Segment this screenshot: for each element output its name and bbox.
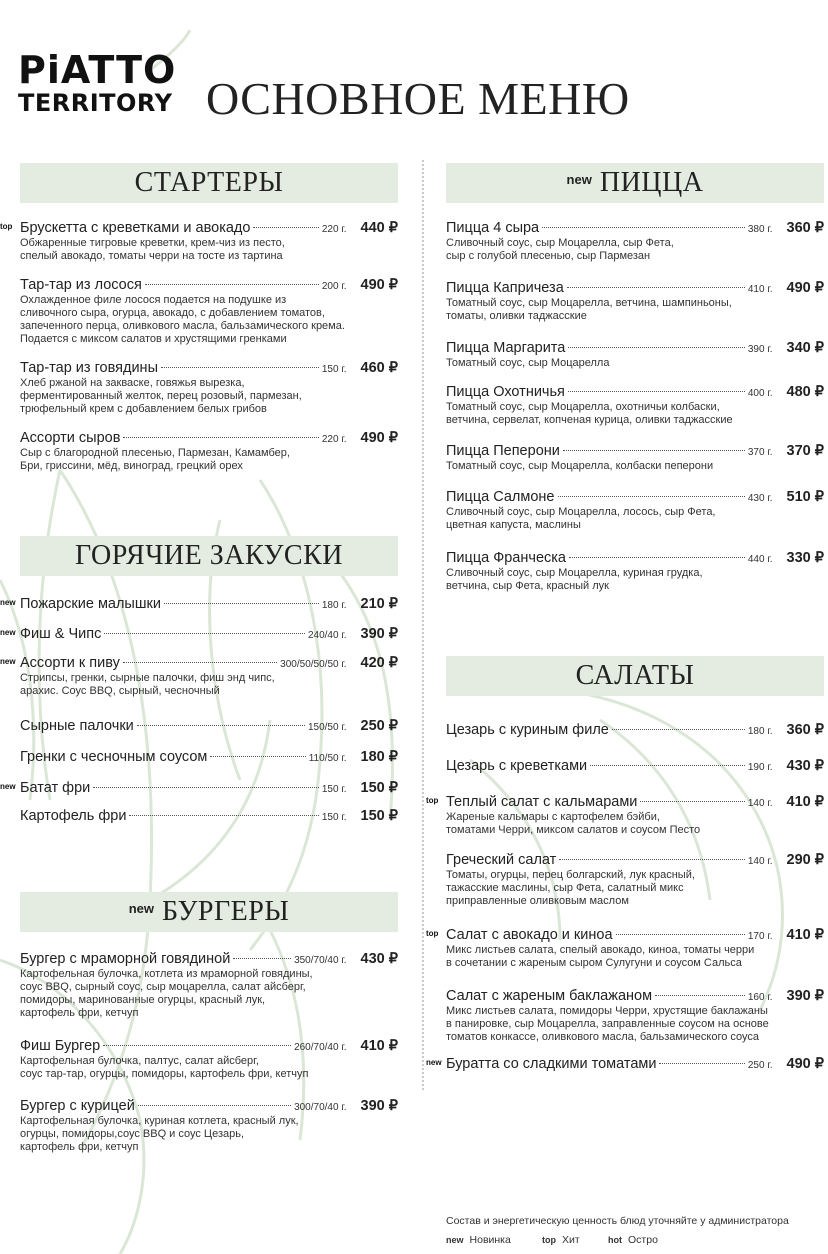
item-price: 430 ₽	[360, 951, 398, 967]
dot-leader	[233, 958, 291, 959]
dot-leader	[612, 729, 745, 730]
dot-leader	[616, 934, 745, 935]
item-name: Картофель фри	[20, 808, 127, 824]
item-name: Пицца Салмоне	[446, 489, 555, 505]
dot-leader	[569, 557, 745, 558]
legend-key: hot	[608, 1235, 622, 1245]
menu-item-pizza	[446, 443, 824, 473]
item-description-line: Картофельная булочка, куриная котлета, красный лук,	[20, 1115, 299, 1127]
item-description-line: соус тар-тар, огурцы, помидоры, картофель фри, кетчуп	[20, 1068, 309, 1080]
item-tag-badge: top	[0, 222, 13, 231]
footer-note: Состав и энергетическую ценность блюд уточняйте у администратора	[446, 1215, 789, 1227]
item-row	[20, 951, 398, 968]
dot-leader	[559, 859, 745, 860]
item-weight: 220 г.	[321, 434, 347, 445]
dot-leader	[164, 603, 319, 604]
item-tag-badge: top	[426, 929, 439, 938]
item-description-line: соус BBQ, сырный соус, сыр моцарелла, салат айсберг,	[20, 981, 306, 993]
menu-item-pizza	[446, 220, 824, 263]
item-row	[20, 655, 398, 672]
item-weight: 430 г.	[747, 493, 773, 504]
item-row	[20, 780, 398, 797]
item-price: 360 ₽	[786, 722, 824, 738]
item-name: Пицца Капричеза	[446, 280, 564, 296]
menu-item-salads	[426, 1056, 824, 1073]
item-name: Гренки с чесночным соусом	[20, 749, 208, 765]
item-row	[446, 220, 824, 237]
item-description-line: Томатный соус, сыр Моцарелла, колбаски пеперони	[446, 460, 714, 472]
item-name: Фиш & Чипс	[20, 626, 102, 642]
item-description-line: Стрипсы, гренки, сырные палочки, фиш энд чипс,	[20, 672, 275, 684]
item-name: Салат с жареным баклажаном	[446, 988, 653, 1004]
brand-logo	[18, 48, 177, 140]
item-price: 490 ₽	[360, 430, 398, 446]
dot-leader	[568, 391, 745, 392]
section-title-burgers: БУРГЕРЫ	[162, 896, 290, 927]
item-name: Бургер с курицей	[20, 1098, 135, 1114]
item-weight: 180 г.	[321, 600, 347, 611]
item-weight: 260/70/40 г.	[294, 1042, 347, 1053]
item-description-line: Сливочный соус, сыр Моцарелла, куриная грудка,	[446, 567, 703, 579]
item-tag-badge: new	[426, 1058, 442, 1067]
item-price: 460 ₽	[360, 360, 398, 376]
item-description-line: Сыр с благородной плесенью, Пармезан, Камамбер,	[20, 447, 290, 459]
legend-key: top	[542, 1235, 556, 1245]
legend-new	[446, 1234, 511, 1246]
item-tag-badge: new	[0, 628, 16, 637]
item-description-line: запеченного перца, оливкового масла, бальзамического крема.	[20, 320, 345, 332]
item-row	[446, 758, 824, 775]
item-description-line: Картофельная булочка, палтус, салат айсберг,	[20, 1055, 259, 1067]
item-row	[20, 220, 398, 237]
dot-leader	[253, 227, 318, 228]
dot-leader	[568, 347, 745, 348]
item-price: 510 ₽	[786, 489, 824, 505]
item-weight: 370 г.	[747, 447, 773, 458]
item-row	[20, 749, 398, 766]
menu-item-salads	[426, 794, 824, 837]
dot-leader	[103, 1045, 291, 1046]
section-header-burgers	[20, 892, 398, 932]
dot-leader	[145, 284, 319, 285]
item-row	[20, 808, 398, 825]
item-description-line: Охлажденное филе лосося подается на подушке из	[20, 294, 287, 306]
legend-key: new	[446, 1235, 464, 1245]
item-row	[446, 722, 824, 739]
item-price: 410 ₽	[360, 1038, 398, 1054]
item-weight: 170 г.	[747, 931, 773, 942]
item-row	[446, 988, 824, 1005]
item-weight: 140 г.	[747, 856, 773, 867]
item-row	[20, 1098, 398, 1115]
dot-leader	[558, 496, 745, 497]
item-weight: 150 г.	[321, 812, 347, 823]
item-name: Буратта со сладкими томатами	[446, 1056, 657, 1072]
item-description-line: Сливочный соус, сыр Моцарелла, лосось, сыр Фета,	[446, 506, 716, 518]
section-header-pizza	[446, 163, 824, 203]
item-name: Пицца Франческа	[446, 550, 566, 566]
dot-leader	[138, 1105, 291, 1106]
item-name: Цезарь с креветками	[446, 758, 588, 774]
dot-leader	[590, 765, 745, 766]
item-weight: 150 г.	[321, 364, 347, 375]
item-price: 430 ₽	[786, 758, 824, 774]
dot-leader	[137, 725, 305, 726]
item-weight: 400 г.	[747, 388, 773, 399]
dot-leader	[563, 450, 745, 451]
item-weight: 150 г.	[321, 784, 347, 795]
menu-item-starters	[0, 220, 398, 263]
item-description-line: Микс листьев салата, помидоры Черри, хрустящие баклажаны	[446, 1005, 768, 1017]
item-row	[446, 852, 824, 869]
item-name: Пицца Охотничья	[446, 384, 565, 400]
menu-item-hot	[0, 655, 398, 698]
item-description-line: в сочетании с жареным сыром Сулугуни и соусом Сальса	[446, 957, 742, 969]
item-name: Пицца Маргарита	[446, 340, 566, 356]
menu-item-salads	[446, 988, 824, 1044]
item-row	[446, 1056, 824, 1073]
item-price: 490 ₽	[786, 1056, 824, 1072]
item-name: Теплый салат с кальмарами	[446, 794, 638, 810]
item-price: 410 ₽	[786, 927, 824, 943]
legend-top	[542, 1234, 580, 1246]
item-description-line: томатами Черри, миксом салатов и соусом Песто	[446, 824, 701, 836]
dot-leader	[161, 367, 319, 368]
item-price: 490 ₽	[360, 277, 398, 293]
item-weight: 250 г.	[747, 1060, 773, 1071]
menu-item-starters	[20, 277, 398, 346]
item-description-line: Хлеб ржаной на закваске, говяжья вырезка,	[20, 377, 245, 389]
menu-item-hot	[0, 596, 398, 613]
item-description-line: томаты, оливки таджасские	[446, 310, 587, 322]
item-price: 480 ₽	[786, 384, 824, 400]
section-header-starters	[20, 163, 398, 203]
dot-leader	[93, 787, 319, 788]
menu-item-hot	[20, 749, 398, 766]
item-description-line: ветчина, сервелат, копченая курица, оливки таджасские	[446, 414, 733, 426]
item-name: Бургер с мраморной говядиной	[20, 951, 231, 967]
item-description-line: приправленные оливковым маслом	[446, 895, 629, 907]
menu-item-hot	[20, 718, 398, 735]
item-description-line: ферментированный желток, перец розовый, пармезан,	[20, 390, 302, 402]
item-price: 440 ₽	[360, 220, 398, 236]
item-price: 390 ₽	[360, 626, 398, 642]
item-price: 370 ₽	[786, 443, 824, 459]
item-description-line: ветчина, сыр Фета, красный лук	[446, 580, 609, 592]
item-description-line: сыр с голубой плесенью, сыр Пармезан	[446, 250, 651, 262]
item-weight: 410 г.	[747, 284, 773, 295]
item-name: Фиш Бургер	[20, 1038, 101, 1054]
dot-leader	[567, 287, 745, 288]
section-header-salads	[446, 656, 824, 696]
legend-hot	[608, 1234, 658, 1246]
section-title-starters: СТАРТЕРЫ	[134, 167, 284, 198]
item-weight: 180 г.	[747, 726, 773, 737]
item-weight: 140 г.	[747, 798, 773, 809]
item-description-line: цветная капуста, маслины	[446, 519, 581, 531]
section-new-badge: new	[128, 900, 154, 916]
menu-item-salads	[446, 758, 824, 775]
legend-label: Новинка	[469, 1234, 511, 1246]
item-description-line: в панировке, сыр Моцарелла, заправленные соусом на основе	[446, 1018, 769, 1030]
item-row	[446, 280, 824, 297]
item-weight: 150/50 г.	[307, 722, 347, 733]
item-description-line: Бри, гриссини, мёд, виноград, грецкий орех	[20, 460, 243, 472]
item-description-line: тажасские маслины, сыр Фета, салатный микс	[446, 882, 684, 894]
brand-logo-line2: TERRITORY	[18, 89, 173, 117]
item-weight: 220 г.	[321, 224, 347, 235]
item-row	[20, 626, 398, 643]
item-row	[20, 430, 398, 447]
menu-item-burgers	[20, 1098, 398, 1154]
item-name: Батат фри	[20, 780, 91, 796]
section-header-hot	[20, 536, 398, 576]
dot-leader	[123, 437, 318, 438]
menu-item-hot	[0, 780, 398, 797]
item-name: Тар-тар из говядины	[20, 360, 158, 376]
item-description-line: Сливочный соус, сыр Моцарелла, сыр Фета,	[446, 237, 674, 249]
item-description-line: помидоры, маринованные огурцы, красный лук,	[20, 994, 266, 1006]
item-tag-badge: new	[0, 598, 16, 607]
legend-label: Хит	[562, 1234, 580, 1246]
item-price: 410 ₽	[786, 794, 824, 810]
item-description-line: Обжаренные тигровые креветки, крем-чиз из песто,	[20, 237, 285, 249]
menu-item-salads	[426, 927, 824, 970]
item-price: 340 ₽	[786, 340, 824, 356]
item-price: 290 ₽	[786, 852, 824, 868]
menu-item-pizza	[446, 280, 824, 323]
item-weight: 190 г.	[747, 762, 773, 773]
item-weight: 350/70/40 г.	[294, 955, 347, 966]
item-row	[446, 550, 824, 567]
item-description-line: Подается с миксом салатов и хрустящими гренками	[20, 333, 287, 345]
item-weight: 240/40 г.	[307, 630, 347, 641]
menu-item-starters	[20, 430, 398, 473]
item-price: 360 ₽	[786, 220, 824, 236]
item-name: Греческий салат	[446, 852, 557, 868]
item-weight: 440 г.	[747, 554, 773, 565]
brand-logo-line1: PiATTO	[18, 48, 177, 92]
menu-item-pizza	[446, 384, 824, 427]
section-title-pizza: ПИЦЦА	[599, 167, 704, 198]
menu-item-salads	[446, 852, 824, 908]
item-price: 390 ₽	[360, 1098, 398, 1114]
item-price: 420 ₽	[360, 655, 398, 671]
item-price: 180 ₽	[360, 749, 398, 765]
item-price: 150 ₽	[360, 808, 398, 824]
item-row	[446, 489, 824, 506]
menu-item-burgers	[20, 1038, 398, 1081]
item-row	[446, 794, 824, 811]
menu-item-hot	[20, 808, 398, 825]
dot-leader	[655, 995, 745, 996]
item-weight: 380 г.	[747, 224, 773, 235]
item-tag-badge: top	[426, 796, 439, 805]
item-price: 210 ₽	[360, 596, 398, 612]
menu-item-salads	[446, 722, 824, 739]
item-row	[20, 277, 398, 294]
item-price: 330 ₽	[786, 550, 824, 566]
item-name: Ассорти сыров	[20, 430, 121, 446]
item-weight: 300/70/40 г.	[294, 1102, 347, 1113]
page-title: ОСНОВНОЕ МЕНЮ	[206, 73, 630, 124]
dot-leader	[210, 756, 305, 757]
item-description-line: спелый авокадо, томаты черри на тосте из тартина	[20, 250, 283, 262]
menu-item-hot	[0, 626, 398, 643]
item-description-line: Томатный соус, сыр Моцарелла, охотничьи колбаски,	[446, 401, 720, 413]
section-title-salads: САЛАТЫ	[575, 660, 695, 691]
item-tag-badge: new	[0, 657, 16, 666]
item-row	[446, 443, 824, 460]
item-description-line: Томаты, огурцы, перец болгарский, лук красный,	[446, 869, 695, 881]
item-row	[446, 340, 824, 357]
dot-leader	[640, 801, 744, 802]
item-price: 150 ₽	[360, 780, 398, 796]
item-row	[446, 384, 824, 401]
dot-leader	[104, 633, 305, 634]
item-weight: 390 г.	[747, 344, 773, 355]
item-name: Ассорти к пиву	[20, 655, 120, 671]
item-weight: 300/50/50/50 г.	[280, 659, 347, 670]
menu-item-pizza	[446, 489, 824, 532]
item-name: Сырные палочки	[20, 718, 134, 734]
dot-leader	[123, 662, 277, 663]
section-new-badge: new	[566, 171, 592, 187]
legend-label: Остро	[628, 1234, 658, 1246]
item-row	[20, 1038, 398, 1055]
dot-leader	[129, 815, 318, 816]
item-row	[20, 360, 398, 377]
item-price: 490 ₽	[786, 280, 824, 296]
menu-item-pizza	[446, 340, 824, 370]
menu-item-burgers	[20, 951, 398, 1020]
column-divider	[422, 160, 424, 1090]
item-description-line: картофель фри, кетчуп	[20, 1141, 139, 1153]
item-description-line: Микс листьев салата, спелый авокадо, киноа, томаты черри	[446, 944, 755, 956]
dot-leader	[659, 1063, 744, 1064]
item-price: 250 ₽	[360, 718, 398, 734]
menu-item-starters	[20, 360, 398, 416]
item-description-line: картофель фри, кетчуп	[20, 1007, 139, 1019]
item-weight: 160 г.	[747, 992, 773, 1003]
item-description-line: Жареные кальмары с картофелем бэйби,	[446, 811, 660, 823]
item-name: Брускетта с креветками и авокадо	[20, 220, 251, 236]
menu-item-pizza	[446, 550, 824, 593]
item-description-line: Томатный соус, сыр Моцарелла, ветчина, шампиньоны,	[446, 297, 732, 309]
section-title-hot: ГОРЯЧИЕ ЗАКУСКИ	[75, 540, 343, 571]
item-row	[20, 718, 398, 735]
item-weight: 110/50 г.	[308, 753, 347, 764]
item-description-line: Томатный соус, сыр Моцарелла	[446, 357, 610, 369]
item-description-line: арахис. Соус BBQ, сырный, чесночный	[20, 685, 220, 697]
item-row	[20, 596, 398, 613]
dot-leader	[542, 227, 745, 228]
item-name: Пицца Пеперони	[446, 443, 560, 459]
item-description-line: сливочного сыра, огурца, авокадо, с добавлением томатов,	[20, 307, 325, 319]
item-row	[446, 927, 824, 944]
item-name: Пожарские малышки	[20, 596, 161, 612]
item-description-line: огурцы, помидоры,соус BBQ и соус Цезарь,	[20, 1128, 245, 1140]
item-weight: 200 г.	[321, 281, 347, 292]
item-name: Салат с авокадо и киноа	[446, 927, 613, 943]
item-description-line: трюфельный крем с добавлением белых грибов	[20, 403, 267, 415]
item-name: Тар-тар из лосося	[20, 277, 142, 293]
item-name: Цезарь с куриным филе	[446, 722, 609, 738]
item-description-line: Картофельная булочка, котлета из мраморной говядины,	[20, 968, 313, 980]
item-name: Пицца 4 сыра	[446, 220, 540, 236]
item-description-line: томатов конкассе, оливкового масла, бальзамического соуса	[446, 1031, 760, 1043]
item-tag-badge: new	[0, 782, 16, 791]
item-price: 390 ₽	[786, 988, 824, 1004]
